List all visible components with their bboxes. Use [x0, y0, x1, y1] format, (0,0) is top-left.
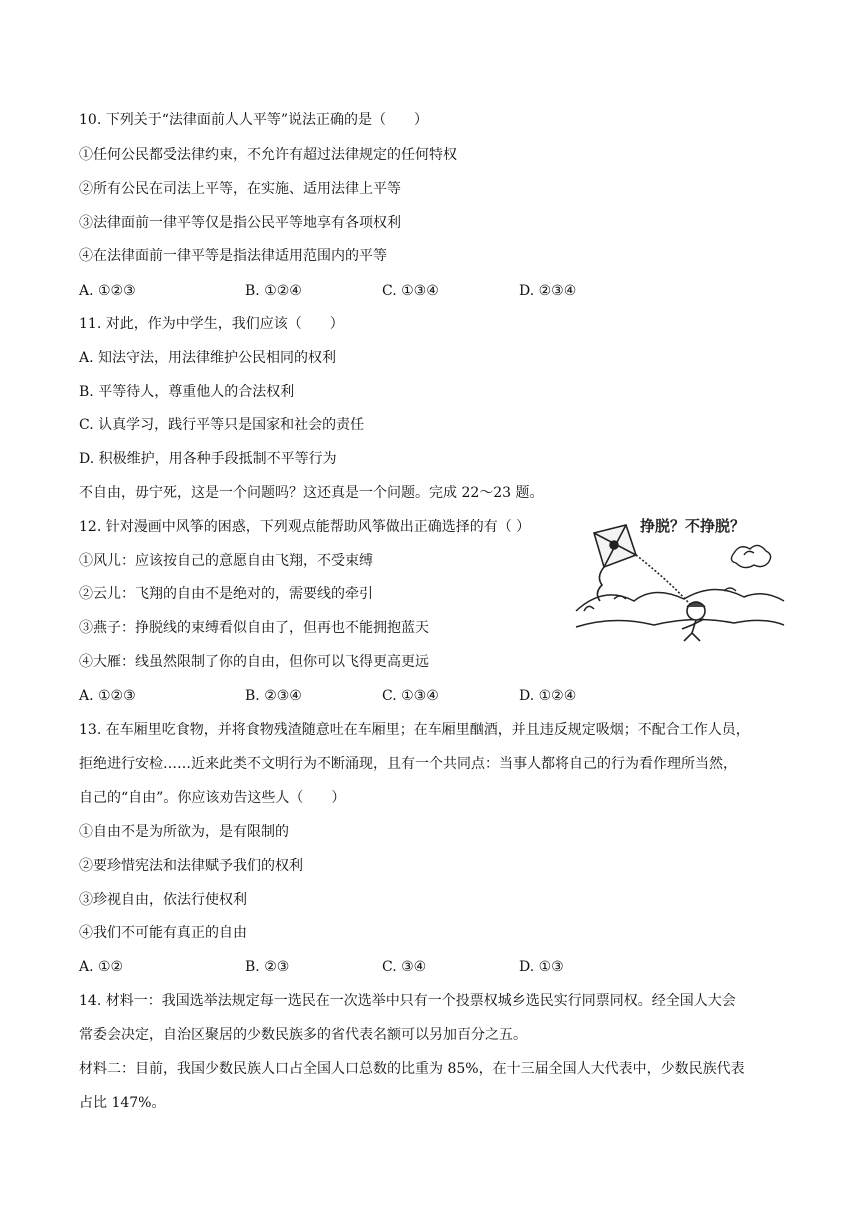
q11-stem: 11. 对此，作为中学生，我们应该（ ） [79, 316, 344, 332]
q13-item-3: ③珍视自由，依法行使权利 [79, 892, 247, 908]
q12-item-4: ④大雁：线虽然限制了你的自由，但你可以飞得更高更远 [79, 654, 429, 670]
section-intro: 不自由，毋宁死，这是一个问题吗？这还真是一个问题。完成 22～23 题。 [79, 485, 544, 501]
cartoon-caption: 挣脱？不挣脱？ [640, 517, 746, 535]
q11-option-b: B. 平等待人，尊重他人的合法权利 [79, 384, 295, 400]
q10-options [79, 281, 679, 301]
q13-option-b: B. ②③ [245, 959, 290, 975]
q12-options [79, 686, 679, 706]
q13-stem-line-3: 自己的“自由”。你应该劝告这些人（ ） [79, 790, 346, 806]
q10-option-a: A. ①②③ [79, 283, 136, 299]
q14-material-2-line-1: 材料二：目前，我国少数民族人口占全国人口总数的比重为 85%，在十三届全国人大代表中，少数民族代表 [79, 1061, 745, 1077]
q10-item-4: ④在法律面前一律平等是指法律适用范围内的平等 [79, 248, 387, 264]
q12-item-2: ②云儿：飞翔的自由不是绝对的，需要线的牵引 [79, 586, 373, 602]
q12-option-b: B. ②③④ [245, 688, 302, 704]
q13-option-a: A. ①② [79, 959, 124, 975]
q10-option-d: D. ②③④ [519, 283, 577, 299]
q13-item-2: ②要珍惜宪法和法律赋予我们的权利 [79, 858, 303, 874]
q10-option-c: C. ①③④ [382, 283, 439, 299]
q13-option-d: D. ①③ [519, 959, 564, 975]
q11-option-a: A. 知法守法，用法律维护公民相同的权利 [79, 350, 337, 366]
q14-material-1-line-2: 常委会决定，自治区聚居的少数民族多的省代表名额可以另加百分之五。 [79, 1027, 527, 1043]
q13-options [79, 957, 679, 977]
q12-stem: 12. 针对漫画中风筝的困惑，下列观点能帮助风筝做出正确选择的有（ ） [79, 519, 531, 535]
kite-cartoon-image [574, 515, 786, 645]
q10-item-3: ③法律面前一律平等仅是指公民平等地享有各项权利 [79, 215, 401, 231]
q10-item-1: ①任何公民都受法律约束，不允许有超过法律规定的任何特权 [79, 147, 457, 163]
q14-material-2-line-2: 占比 147%。 [79, 1095, 166, 1111]
q12-item-3: ③燕子：挣脱线的束缚看似自由了，但再也不能拥抱蓝天 [79, 620, 429, 636]
q12-item-1: ①风儿：应该按自己的意愿自由飞翔，不受束缚 [79, 553, 373, 569]
q11-option-d: D. 积极维护，用各种手段抵制不平等行为 [79, 451, 337, 467]
cloud-figure [731, 545, 770, 567]
q10-item-2: ②所有公民在司法上平等，在实施、适用法律上平等 [79, 181, 401, 197]
q11-option-c: C. 认真学习，践行平等只是国家和社会的责任 [79, 417, 365, 433]
hills-figure [576, 588, 784, 627]
q12-option-c: C. ①③④ [382, 688, 439, 704]
q12-option-d: D. ①②④ [519, 688, 577, 704]
q13-stem-line-1: 13. 在车厢里吃食物，并将食物残渣随意吐在车厢里；在车厢里酗酒，并且违反规定吸烟；不配合工作人员， [79, 722, 750, 738]
q13-item-4: ④我们不可能有真正的自由 [79, 925, 247, 941]
q10-option-b: B. ①②④ [245, 283, 302, 299]
q13-item-1: ①自由不是为所欲为，是有限制的 [79, 824, 289, 840]
q14-material-1-line-1: 14. 材料一：我国选举法规定每一选民在一次选举中只有一个投票权城乡选民实行同票同权。经全国人大会 [79, 993, 736, 1009]
q10-stem: 10. 下列关于“法律面前人人平等”说法正确的是（ ） [79, 112, 429, 128]
child-figure [682, 602, 705, 641]
q13-stem-line-2: 拒绝进行安检……近来此类不文明行为不断涌现，且有一个共同点：当事人都将自己的行为看作理所当然， [79, 756, 737, 772]
q12-option-a: A. ①②③ [79, 688, 136, 704]
q13-option-c: C. ③④ [382, 959, 427, 975]
